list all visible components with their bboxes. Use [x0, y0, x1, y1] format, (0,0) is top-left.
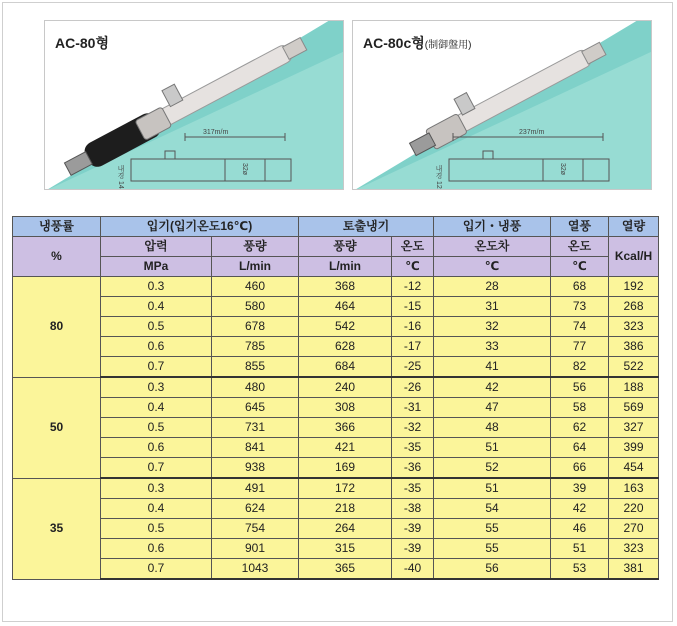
heat-cell: 386: [609, 337, 659, 357]
temp-diff-cell: 56: [434, 559, 551, 580]
heat-cell: 323: [609, 317, 659, 337]
pressure-cell: 0.3: [101, 277, 212, 297]
hot-air-temp-cell: 42: [551, 499, 609, 519]
heat-cell: 192: [609, 277, 659, 297]
hot-air-temp-cell: 46: [551, 519, 609, 539]
hot-air-temp-cell: 64: [551, 438, 609, 458]
dimension-label: 317m/m: [203, 129, 229, 136]
header-hot-temp: 온도: [551, 237, 609, 257]
inlet-flow-cell: 491: [212, 478, 299, 499]
inlet-flow-cell: 460: [212, 277, 299, 297]
temp-diff-cell: 32: [434, 317, 551, 337]
hot-air-temp-cell: 73: [551, 297, 609, 317]
table-row: [13, 519, 659, 539]
inlet-flow-cell: 580: [212, 297, 299, 317]
table-row: [13, 317, 659, 337]
discharge-flow-cell: 172: [299, 478, 392, 499]
discharge-temp-cell: -15: [392, 297, 434, 317]
product-photo-ac80: [44, 20, 344, 190]
header-hot-air: 열풍: [551, 217, 609, 237]
hot-air-temp-cell: 39: [551, 478, 609, 499]
heat-cell: 454: [609, 458, 659, 479]
heat-cell: 569: [609, 398, 659, 418]
discharge-temp-cell: -39: [392, 539, 434, 559]
discharge-flow-cell: 542: [299, 317, 392, 337]
hot-air-temp-cell: 51: [551, 539, 609, 559]
temp-diff-cell: 54: [434, 499, 551, 519]
pressure-cell: 0.4: [101, 398, 212, 418]
heat-cell: 188: [609, 377, 659, 398]
temp-diff-cell: 47: [434, 398, 551, 418]
header-inlet: 입기(입기온도16℃): [101, 217, 299, 237]
pressure-cell: 0.3: [101, 377, 212, 398]
heat-cell: 327: [609, 418, 659, 438]
discharge-flow-cell: 421: [299, 438, 392, 458]
side-dimension-label: 내경 14: [117, 165, 124, 189]
pressure-cell: 0.4: [101, 499, 212, 519]
heat-cell: 381: [609, 559, 659, 580]
temp-diff-cell: 52: [434, 458, 551, 479]
header-hot-temp-unit: ℃: [551, 257, 609, 277]
temp-diff-cell: 33: [434, 337, 551, 357]
discharge-temp-cell: -39: [392, 519, 434, 539]
table-row: [13, 539, 659, 559]
inlet-flow-cell: 785: [212, 337, 299, 357]
pressure-cell: 0.5: [101, 519, 212, 539]
table-row: [13, 499, 659, 519]
discharge-flow-cell: 240: [299, 377, 392, 398]
temp-diff-cell: 28: [434, 277, 551, 297]
table-row: [13, 337, 659, 357]
header-cooling-rate-unit: %: [13, 237, 101, 277]
product-title-ac80c: AC-80c형(制御盤用): [363, 35, 472, 51]
discharge-temp-cell: -16: [392, 317, 434, 337]
pressure-cell: 0.7: [101, 357, 212, 378]
header-flow2: 풍량: [299, 237, 392, 257]
discharge-flow-cell: 628: [299, 337, 392, 357]
discharge-flow-cell: 366: [299, 418, 392, 438]
side-dimension-label: 32ø: [241, 163, 248, 176]
temp-diff-cell: 51: [434, 478, 551, 499]
hot-air-temp-cell: 58: [551, 398, 609, 418]
header-flow: 풍량: [212, 237, 299, 257]
inlet-flow-cell: 678: [212, 317, 299, 337]
pressure-cell: 0.5: [101, 418, 212, 438]
header-discharge: 토출냉기: [299, 217, 434, 237]
inlet-flow-cell: 731: [212, 418, 299, 438]
pressure-cell: 0.4: [101, 297, 212, 317]
inlet-flow-cell: 841: [212, 438, 299, 458]
discharge-temp-cell: -40: [392, 559, 434, 580]
cooling-rate-cell: 80: [13, 277, 101, 378]
hot-air-temp-cell: 62: [551, 418, 609, 438]
hot-air-temp-cell: 82: [551, 357, 609, 378]
header-heat: 열량: [609, 217, 659, 237]
pressure-cell: 0.6: [101, 539, 212, 559]
product-title-ac80: AC-80형: [55, 35, 109, 51]
pressure-cell: 0.6: [101, 337, 212, 357]
hot-air-temp-cell: 77: [551, 337, 609, 357]
header-temp-diff: 입기・냉풍: [434, 217, 551, 237]
inlet-flow-cell: 901: [212, 539, 299, 559]
discharge-flow-cell: 315: [299, 539, 392, 559]
hot-air-temp-cell: 66: [551, 458, 609, 479]
discharge-flow-cell: 464: [299, 297, 392, 317]
temp-diff-cell: 55: [434, 539, 551, 559]
table-row: [13, 458, 659, 479]
inlet-flow-cell: 754: [212, 519, 299, 539]
header-pressure-unit: MPa: [101, 257, 212, 277]
table-row: [13, 478, 659, 499]
discharge-temp-cell: -26: [392, 377, 434, 398]
table-row: [13, 418, 659, 438]
temp-diff-cell: 55: [434, 519, 551, 539]
table-row: [13, 398, 659, 418]
inlet-flow-cell: 855: [212, 357, 299, 378]
header-flow-unit: L/min: [212, 257, 299, 277]
discharge-flow-cell: 218: [299, 499, 392, 519]
heat-cell: 522: [609, 357, 659, 378]
discharge-flow-cell: 368: [299, 277, 392, 297]
hot-air-temp-cell: 68: [551, 277, 609, 297]
table-row: [13, 438, 659, 458]
performance-table: [12, 216, 659, 580]
inlet-flow-cell: 1043: [212, 559, 299, 580]
discharge-flow-cell: 308: [299, 398, 392, 418]
inlet-flow-cell: 645: [212, 398, 299, 418]
discharge-temp-cell: -31: [392, 398, 434, 418]
inlet-flow-cell: 938: [212, 458, 299, 479]
table-row: [13, 297, 659, 317]
header-flow2-unit: L/min: [299, 257, 392, 277]
header-pressure: 압력: [101, 237, 212, 257]
side-dimension-label: 32ø: [559, 163, 566, 176]
product-photo-ac80c: [352, 20, 652, 190]
header-temp-unit: ℃: [392, 257, 434, 277]
heat-cell: 220: [609, 499, 659, 519]
pressure-cell: 0.5: [101, 317, 212, 337]
discharge-temp-cell: -38: [392, 499, 434, 519]
discharge-temp-cell: -35: [392, 478, 434, 499]
temp-diff-cell: 42: [434, 377, 551, 398]
pressure-cell: 0.7: [101, 458, 212, 479]
discharge-flow-cell: 684: [299, 357, 392, 378]
cooling-rate-cell: 35: [13, 478, 101, 579]
side-dimension-label: 내경 12: [435, 165, 442, 189]
temp-diff-cell: 31: [434, 297, 551, 317]
dimension-label: 237m/m: [519, 129, 545, 136]
header-cooling-rate: 냉풍률: [13, 217, 101, 237]
inlet-flow-cell: 480: [212, 377, 299, 398]
hot-air-temp-cell: 53: [551, 559, 609, 580]
table-row: [13, 377, 659, 398]
hot-air-temp-cell: 74: [551, 317, 609, 337]
pressure-cell: 0.3: [101, 478, 212, 499]
heat-cell: 323: [609, 539, 659, 559]
pressure-cell: 0.6: [101, 438, 212, 458]
discharge-temp-cell: -32: [392, 418, 434, 438]
temp-diff-cell: 51: [434, 438, 551, 458]
hot-air-temp-cell: 56: [551, 377, 609, 398]
inlet-flow-cell: 624: [212, 499, 299, 519]
table-row: [13, 559, 659, 580]
discharge-temp-cell: -35: [392, 438, 434, 458]
heat-cell: 399: [609, 438, 659, 458]
discharge-temp-cell: -36: [392, 458, 434, 479]
table-row: [13, 277, 659, 297]
header-temp: 온도: [392, 237, 434, 257]
header-heat-unit: Kcal/H: [609, 237, 659, 277]
discharge-temp-cell: -17: [392, 337, 434, 357]
table-body: [13, 277, 659, 580]
heat-cell: 270: [609, 519, 659, 539]
discharge-flow-cell: 264: [299, 519, 392, 539]
discharge-flow-cell: 169: [299, 458, 392, 479]
header-temp-diff-unit: ℃: [434, 257, 551, 277]
discharge-flow-cell: 365: [299, 559, 392, 580]
table-row: [13, 357, 659, 378]
discharge-temp-cell: -25: [392, 357, 434, 378]
header-temp-difference: 온도차: [434, 237, 551, 257]
discharge-temp-cell: -12: [392, 277, 434, 297]
temp-diff-cell: 48: [434, 418, 551, 438]
temp-diff-cell: 41: [434, 357, 551, 378]
cooling-rate-cell: 50: [13, 377, 101, 478]
pressure-cell: 0.7: [101, 559, 212, 580]
heat-cell: 163: [609, 478, 659, 499]
heat-cell: 268: [609, 297, 659, 317]
